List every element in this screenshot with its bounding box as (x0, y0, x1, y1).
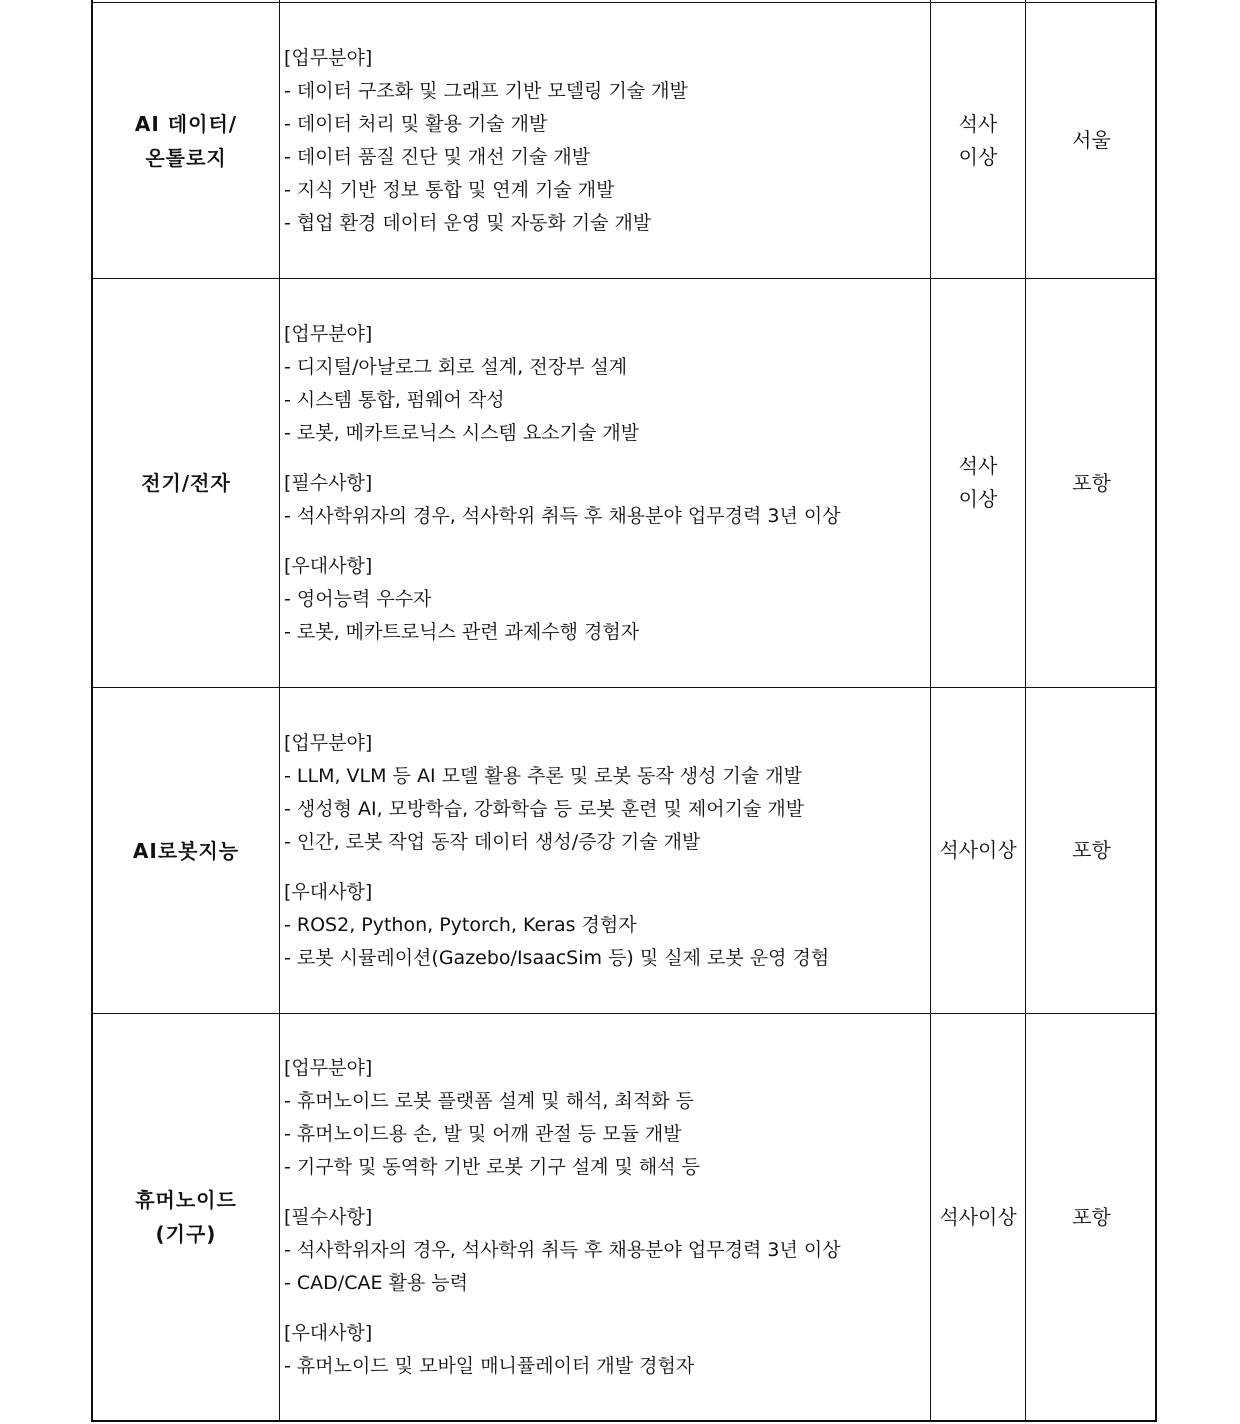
education-cell (931, 688, 1025, 1013)
section-header: [우대사항] (284, 880, 373, 903)
section-header: [우대사항] (284, 554, 373, 577)
description (284, 1052, 841, 1383)
list-item: - 석사학위자의 경우, 석사학위 취득 후 채용분야 업무경력 3년 이상 (284, 504, 841, 527)
category-cell (93, 1014, 279, 1420)
location-cell (1026, 279, 1157, 687)
list-item: - 휴머노이드 로봇 플랫폼 설계 및 해석, 최적화 등 (284, 1089, 694, 1112)
work-area-section (284, 318, 841, 450)
education-cell (931, 3, 1025, 278)
location-label: 서울 (1072, 128, 1111, 152)
education-label: 석사 이상 (958, 111, 998, 169)
section-header: [우대사항] (284, 1321, 373, 1344)
list-item: - 디지털/아날로그 회로 설계, 전장부 설계 (284, 355, 628, 378)
preferred-section (284, 876, 829, 975)
list-item: - 생성형 AI, 모방학습, 강화학습 등 로봇 훈련 및 제어기술 개발 (284, 797, 805, 820)
work-area-section (284, 727, 829, 859)
list-item: - 영어능력 우수자 (284, 587, 432, 610)
work-area-section (284, 1052, 841, 1184)
category-label: AI 데이터/ 온톨로지 (134, 111, 238, 170)
description-cell (280, 279, 930, 687)
description-cell (280, 3, 930, 278)
preferred-section (284, 1317, 841, 1383)
category-label: 휴머노이드 (기구) (135, 1188, 237, 1246)
table-row (93, 278, 1155, 687)
list-item: - 인간, 로봇 작업 동작 데이터 생성/증강 기술 개발 (284, 830, 701, 853)
list-item: - 지식 기반 정보 통합 및 연계 기술 개발 (284, 178, 615, 201)
location-cell (1026, 3, 1157, 278)
work-area-section (284, 42, 688, 240)
location-label: 포항 (1072, 838, 1111, 862)
section-header: [필수사항] (284, 471, 373, 494)
description-cell (280, 688, 930, 1013)
list-item: - 석사학위자의 경우, 석사학위 취득 후 채용분야 업무경력 3년 이상 (284, 1238, 841, 1261)
preferred-section (284, 550, 841, 649)
description (284, 42, 688, 240)
requirements-section (284, 1201, 841, 1300)
section-header: [업무분야] (284, 322, 373, 345)
category-label: AI로봇지능 (132, 838, 240, 863)
list-item: - 휴머노이드용 손, 발 및 어깨 관절 등 모듈 개발 (284, 1122, 682, 1145)
table-row (93, 687, 1155, 1013)
list-item: - 협업 환경 데이터 운영 및 자동화 기술 개발 (284, 211, 652, 234)
education-cell (931, 1014, 1025, 1420)
description-cell (280, 1014, 930, 1420)
list-item: - 데이터 품질 진단 및 개선 기술 개발 (284, 145, 591, 168)
description (284, 727, 829, 975)
category-cell (93, 279, 279, 687)
list-item: - 기구학 및 동역학 기반 로봇 기구 설계 및 해석 등 (284, 1155, 700, 1178)
location-label: 포항 (1072, 1204, 1111, 1229)
list-item: - ROS2, Python, Pytorch, Keras 경험자 (284, 913, 637, 936)
description (284, 318, 841, 649)
list-item: - 로봇, 메카트로닉스 시스템 요소기술 개발 (284, 421, 640, 444)
education-label: 석사이상 (939, 838, 1017, 862)
location-cell (1026, 1014, 1157, 1420)
section-header: [업무분야] (284, 46, 373, 69)
location-label: 포항 (1072, 470, 1111, 495)
list-item: - 시스템 통합, 펌웨어 작성 (284, 388, 505, 411)
section-header: [업무분야] (284, 1056, 373, 1079)
list-item: - 데이터 처리 및 활용 기술 개발 (284, 112, 548, 135)
education-cell (931, 279, 1025, 687)
location-cell (1026, 688, 1157, 1013)
list-item: - LLM, VLM 등 AI 모델 활용 추론 및 로봇 동작 생성 기술 개발 (284, 764, 802, 787)
category-cell (93, 3, 279, 278)
list-item: - 데이터 구조화 및 그래프 기반 모델링 기술 개발 (284, 79, 688, 102)
table-row (93, 1013, 1155, 1420)
category-label: 전기/전자 (141, 471, 231, 495)
job-posting-table (91, 0, 1157, 1422)
list-item: - 로봇 시뮬레이션(Gazebo/IsaacSim 등) 및 실제 로봇 운영 경험 (284, 946, 830, 969)
section-header: [업무분야] (284, 731, 373, 754)
list-item: - 로봇, 메카트로닉스 관련 과제수행 경험자 (284, 620, 640, 643)
requirements-section (284, 467, 841, 533)
category-cell (93, 688, 279, 1013)
list-item: - CAD/CAE 활용 능력 (284, 1271, 468, 1294)
table-row (93, 2, 1155, 278)
education-label: 석사이상 (939, 1204, 1017, 1229)
section-header: [필수사항] (284, 1205, 373, 1228)
education-label: 석사 이상 (958, 454, 998, 511)
list-item: - 휴머노이드 및 모바일 매니퓰레이터 개발 경험자 (284, 1354, 695, 1377)
